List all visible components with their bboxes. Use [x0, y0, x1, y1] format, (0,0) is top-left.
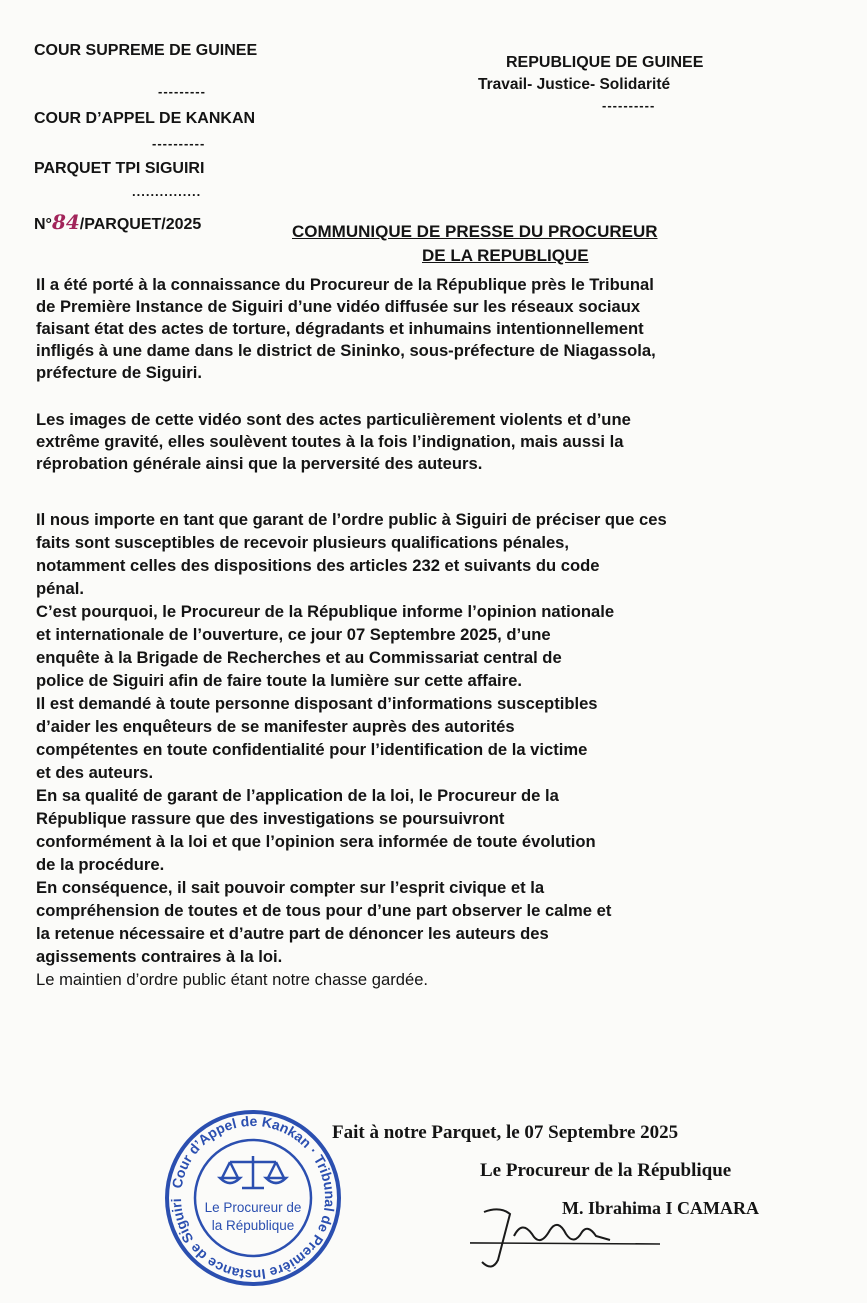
text-line: En sa qualité de garant de l’application de la loi, le Procureur de la [36, 786, 559, 805]
document-title-line-2: DE LA REPUBLIQUE [422, 246, 589, 265]
republic-label: REPUBLIQUE DE GUINEE [506, 54, 704, 71]
text-line: de Première Instance de Siguiri d’une vidéo diffusée sur les réseaux sociaux [36, 297, 641, 316]
text-line: C’est pourquoi, le Procureur de la République informe l’opinion nationale [36, 602, 615, 621]
stamp-inner-line-2: la République [211, 1218, 295, 1233]
place-and-date: Fait à notre Parquet, le 07 Septembre 2025 [332, 1122, 679, 1143]
appeal-court-label: COUR D’APPEL DE KANKAN [34, 110, 256, 127]
text-line: pénal. [36, 579, 84, 598]
paragraph-2 [36, 409, 836, 475]
official-stamp [158, 1108, 348, 1288]
scales-icon [220, 1156, 286, 1188]
text-line: conformément à la loi et que l’opinion sera informée de toute évolution [36, 832, 596, 851]
separator: ............... [132, 184, 202, 199]
text-line: infligés à une dame dans le district de Sininko, sous-préfecture de Niagassola, [36, 341, 656, 360]
text-line: police de Siguiri afin de faire toute la lumière sur cette affaire. [36, 671, 522, 690]
text-line: compétentes en toute confidentialité pour l’identification de la victime [36, 740, 588, 759]
paragraph-6 [36, 784, 836, 876]
document-title-line-1: COMMUNIQUE DE PRESSE DU PROCUREUR [292, 222, 658, 241]
text-line: compréhension de toutes et de tous pour d’une part observer le calme et [36, 901, 612, 920]
separator: ---------- [602, 98, 656, 113]
text-line: Il est demandé à toute personne disposant d’informations susceptibles [36, 694, 598, 713]
text-line: faisant état des actes de torture, dégradants et inhumains intentionnellement [36, 319, 644, 338]
text-line: Le maintien d’ordre public étant notre chasse gardée. [36, 970, 429, 989]
separator: --------- [158, 84, 206, 99]
text-line: réprobation générale ainsi que la perversité des auteurs. [36, 454, 483, 473]
paragraph-5 [36, 692, 836, 784]
reference-suffix: /PARQUET/2025 [79, 216, 202, 233]
paragraph-4 [36, 600, 836, 692]
stamp-inner-line-1: Le Procureur de [204, 1200, 302, 1215]
paragraph-1 [36, 274, 836, 384]
text-line: faits sont susceptibles de recevoir plusieurs qualifications pénales, [36, 533, 570, 552]
prosecutor-office-label: PARQUET TPI SIGUIRI [34, 160, 205, 177]
text-line: Les images de cette vidéo sont des actes particulièrement violents et d’une [36, 410, 631, 429]
separator: ---------- [152, 136, 206, 151]
text-line: Il a été porté à la connaissance du Procureur de la République près le Tribunal [36, 275, 654, 294]
text-line: Il nous importe en tant que garant de l’ordre public à Siguiri de préciser que ces [36, 510, 667, 529]
reference-prefix: N° [34, 216, 52, 233]
text-line: et internationale de l’ouverture, ce jour 07 Septembre 2025, d’une [36, 625, 551, 644]
text-line: En conséquence, il sait pouvoir compter sur l’esprit civique et la [36, 878, 545, 897]
text-line: préfecture de Siguiri. [36, 363, 202, 382]
signatory-role: Le Procureur de la République [480, 1160, 732, 1181]
handwritten-number: 84 [51, 210, 80, 234]
text-line: de la procédure. [36, 855, 165, 874]
supreme-court-label: COUR SUPREME DE GUINEE [34, 42, 258, 59]
text-line: extrême gravité, elles soulèvent toutes à la fois l’indignation, mais aussi la [36, 432, 624, 451]
stamp-outer-text: Cour d’Appel de Kankan · Tribunal de Première Instance de Siguiri [167, 1112, 339, 1284]
text-line: agissements contraires à la loi. [36, 947, 283, 966]
text-line: et des auteurs. [36, 763, 154, 782]
paragraph-3 [36, 508, 836, 600]
text-line: République rassure que des investigations se poursuivront [36, 809, 505, 828]
text-line: la retenue nécessaire et d’autre part de dénoncer les auteurs des [36, 924, 549, 943]
signatory-name: M. Ibrahima I CAMARA [562, 1198, 759, 1218]
text-line: notamment celles des dispositions des articles 232 et suivants du code [36, 556, 600, 575]
paragraph-8 [36, 968, 836, 991]
text-line: d’aider les enquêteurs de se manifester auprès des autorités [36, 717, 515, 736]
text-line: enquête à la Brigade de Recherches et au Commissariat central de [36, 648, 562, 667]
main-paragraphs [36, 508, 836, 991]
reference-number [34, 210, 201, 234]
motto: Travail- Justice- Solidarité [478, 76, 671, 93]
handwritten-signature [470, 1200, 670, 1280]
paragraph-7 [36, 876, 836, 968]
